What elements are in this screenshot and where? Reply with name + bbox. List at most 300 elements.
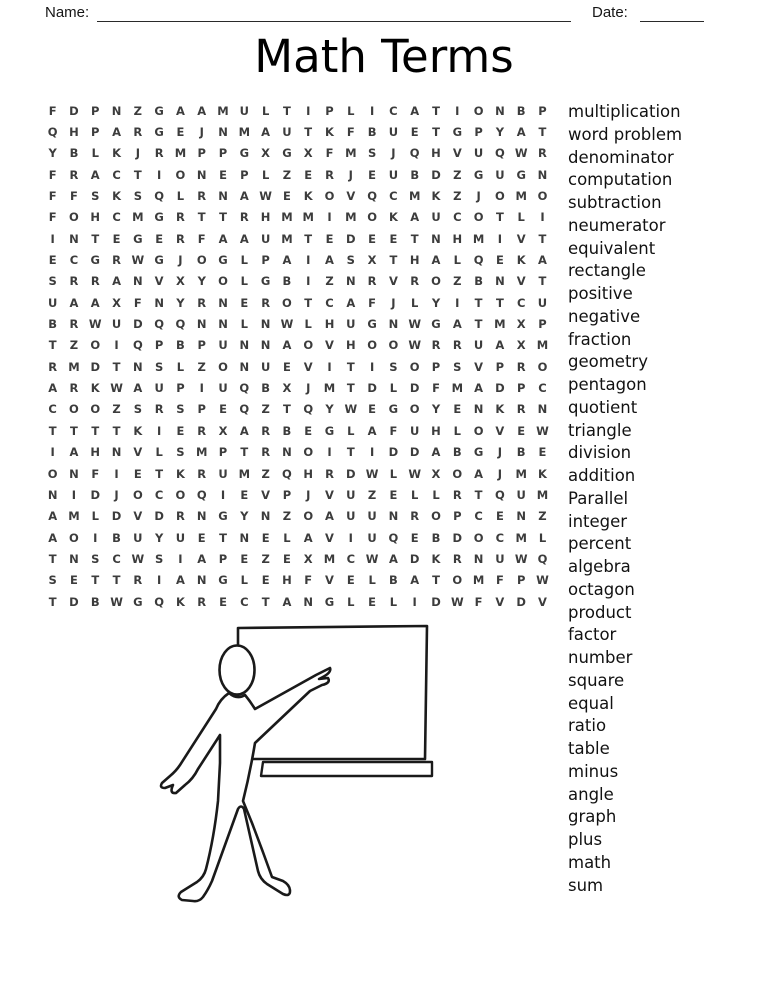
- grid-cell-r4-c16[interactable]: E: [368, 167, 377, 182]
- grid-cell-r18-c14[interactable]: R: [325, 466, 334, 481]
- grid-cell-r5-c14[interactable]: O: [324, 189, 335, 204]
- grid-cell-r8-c8[interactable]: O: [196, 253, 207, 268]
- grid-cell-r7-c24[interactable]: T: [538, 231, 547, 246]
- grid-cell-r15-c12[interactable]: T: [282, 402, 291, 417]
- grid-cell-r7-c2[interactable]: N: [69, 231, 79, 246]
- grid-cell-r5-c15[interactable]: V: [346, 189, 356, 204]
- grid-cell-r13-c21[interactable]: V: [474, 359, 484, 374]
- grid-cell-r24-c20[interactable]: W: [450, 594, 464, 609]
- grid-cell-r21-c23[interactable]: M: [515, 530, 527, 545]
- grid-cell-r12-c22[interactable]: A: [495, 338, 505, 353]
- grid-cell-r3-c21[interactable]: U: [473, 146, 484, 161]
- grid-cell-r6-c17[interactable]: K: [388, 210, 398, 225]
- grid-cell-r6-c23[interactable]: L: [517, 210, 525, 225]
- grid-cell-r18-c24[interactable]: K: [538, 466, 547, 481]
- grid-cell-r10-c1[interactable]: U: [47, 295, 58, 310]
- grid-cell-r8-c17[interactable]: T: [389, 253, 398, 268]
- grid-cell-r3-c15[interactable]: M: [345, 146, 357, 161]
- grid-cell-r24-c23[interactable]: D: [516, 594, 526, 609]
- grid-cell-r11-c17[interactable]: N: [388, 317, 399, 332]
- grid-cell-r8-c19[interactable]: A: [431, 253, 441, 268]
- grid-cell-r4-c13[interactable]: E: [304, 167, 313, 182]
- grid-cell-r20-c24[interactable]: Z: [538, 509, 547, 524]
- grid-cell-r24-c19[interactable]: D: [431, 594, 441, 609]
- grid-cell-r7-c8[interactable]: F: [197, 231, 206, 246]
- grid-cell-r6-c11[interactable]: H: [260, 210, 271, 225]
- grid-cell-r19-c16[interactable]: Z: [367, 487, 377, 502]
- grid-cell-r11-c14[interactable]: H: [324, 317, 335, 332]
- grid-cell-r22-c8[interactable]: A: [197, 551, 207, 566]
- grid-cell-r14-c9[interactable]: U: [218, 381, 228, 396]
- grid-cell-r5-c6[interactable]: Q: [154, 189, 165, 204]
- grid-cell-r23-c4[interactable]: T: [112, 573, 121, 588]
- grid-cell-r18-c22[interactable]: J: [497, 466, 503, 481]
- grid-cell-r18-c23[interactable]: M: [515, 466, 527, 481]
- grid-cell-r11-c2[interactable]: R: [69, 317, 79, 332]
- grid-cell-r6-c18[interactable]: A: [410, 210, 420, 225]
- grid-cell-r15-c24[interactable]: N: [537, 402, 548, 417]
- grid-cell-r18-c18[interactable]: W: [408, 466, 422, 481]
- grid-cell-r23-c16[interactable]: L: [368, 573, 376, 588]
- grid-cell-r1-c2[interactable]: D: [69, 103, 79, 118]
- grid-cell-r6-c3[interactable]: H: [90, 210, 101, 225]
- grid-cell-r24-c2[interactable]: D: [69, 594, 79, 609]
- grid-cell-r2-c16[interactable]: B: [367, 125, 377, 140]
- grid-cell-r19-c21[interactable]: T: [474, 487, 483, 502]
- grid-cell-r6-c13[interactable]: M: [302, 210, 314, 225]
- grid-cell-r3-c18[interactable]: Q: [409, 146, 420, 161]
- grid-cell-r3-c3[interactable]: L: [91, 146, 99, 161]
- grid-cell-r10-c8[interactable]: R: [197, 295, 207, 310]
- grid-cell-r6-c14[interactable]: I: [327, 210, 332, 225]
- grid-cell-r7-c6[interactable]: E: [155, 231, 164, 246]
- grid-cell-r7-c3[interactable]: T: [91, 231, 100, 246]
- grid-cell-r12-c6[interactable]: P: [154, 338, 164, 353]
- name-blank-line[interactable]: [97, 6, 571, 22]
- grid-cell-r17-c2[interactable]: A: [69, 445, 79, 460]
- grid-cell-r3-c4[interactable]: K: [112, 146, 121, 161]
- grid-cell-r22-c20[interactable]: R: [452, 551, 462, 566]
- grid-cell-r18-c1[interactable]: O: [47, 466, 58, 481]
- grid-cell-r24-c22[interactable]: V: [495, 594, 505, 609]
- grid-cell-r14-c11[interactable]: B: [261, 381, 270, 396]
- grid-cell-r18-c19[interactable]: X: [431, 466, 441, 481]
- grid-cell-r14-c7[interactable]: P: [176, 381, 185, 396]
- grid-cell-r13-c18[interactable]: O: [409, 359, 420, 374]
- word-search-grid[interactable]: [42, 100, 553, 612]
- grid-cell-r8-c9[interactable]: G: [218, 253, 228, 268]
- grid-cell-r14-c5[interactable]: A: [133, 381, 143, 396]
- grid-cell-r13-c10[interactable]: N: [239, 359, 250, 374]
- grid-cell-r21-c10[interactable]: N: [239, 530, 250, 545]
- grid-cell-r11-c24[interactable]: P: [538, 317, 547, 332]
- grid-cell-r8-c16[interactable]: X: [367, 253, 377, 268]
- grid-cell-r24-c15[interactable]: L: [347, 594, 355, 609]
- grid-cell-r7-c15[interactable]: D: [346, 231, 356, 246]
- grid-cell-r12-c19[interactable]: R: [431, 338, 441, 353]
- grid-cell-r2-c9[interactable]: N: [218, 125, 228, 140]
- grid-cell-r22-c12[interactable]: E: [282, 551, 291, 566]
- grid-cell-r1-c3[interactable]: P: [91, 103, 100, 118]
- grid-cell-r1-c7[interactable]: A: [175, 103, 185, 118]
- grid-cell-r9-c12[interactable]: B: [282, 274, 292, 289]
- grid-cell-r11-c23[interactable]: X: [516, 317, 526, 332]
- grid-cell-r6-c22[interactable]: T: [495, 210, 504, 225]
- grid-cell-r20-c7[interactable]: R: [176, 509, 185, 524]
- grid-cell-r16-c11[interactable]: R: [261, 423, 271, 438]
- grid-cell-r12-c5[interactable]: Q: [132, 338, 143, 353]
- grid-cell-r8-c7[interactable]: J: [178, 253, 183, 268]
- grid-cell-r23-c2[interactable]: E: [70, 573, 78, 588]
- grid-cell-r20-c6[interactable]: D: [154, 509, 164, 524]
- grid-cell-r11-c12[interactable]: W: [280, 317, 294, 332]
- grid-cell-r7-c18[interactable]: T: [410, 231, 419, 246]
- grid-cell-r4-c5[interactable]: T: [133, 167, 142, 182]
- grid-cell-r11-c7[interactable]: Q: [175, 317, 186, 332]
- grid-cell-r20-c22[interactable]: E: [495, 509, 504, 524]
- grid-cell-r4-c4[interactable]: C: [112, 167, 121, 182]
- grid-cell-r1-c15[interactable]: L: [347, 103, 355, 118]
- grid-cell-r1-c11[interactable]: L: [261, 103, 270, 118]
- grid-cell-r22-c13[interactable]: X: [303, 551, 313, 566]
- grid-cell-r19-c20[interactable]: R: [452, 487, 462, 502]
- grid-cell-r7-c23[interactable]: V: [516, 231, 526, 246]
- grid-cell-r18-c4[interactable]: I: [114, 466, 119, 481]
- grid-cell-r11-c18[interactable]: W: [408, 317, 422, 332]
- grid-cell-r24-c14[interactable]: G: [324, 594, 335, 609]
- grid-cell-r18-c11[interactable]: Z: [261, 466, 270, 481]
- grid-cell-r24-c9[interactable]: E: [219, 594, 227, 609]
- grid-cell-r6-c8[interactable]: T: [197, 210, 206, 225]
- grid-cell-r12-c20[interactable]: R: [452, 338, 462, 353]
- grid-cell-r19-c2[interactable]: I: [71, 487, 77, 502]
- grid-cell-r19-c4[interactable]: J: [114, 487, 119, 502]
- grid-cell-r7-c21[interactable]: M: [472, 231, 485, 246]
- grid-cell-r5-c13[interactable]: K: [303, 189, 313, 204]
- grid-cell-r4-c20[interactable]: Z: [453, 167, 462, 182]
- grid-cell-r9-c3[interactable]: R: [90, 274, 100, 289]
- grid-cell-r8-c12[interactable]: A: [282, 253, 292, 268]
- grid-cell-r17-c24[interactable]: E: [538, 445, 547, 460]
- grid-cell-r14-c18[interactable]: D: [409, 381, 420, 396]
- grid-cell-r18-c6[interactable]: T: [155, 466, 164, 481]
- grid-cell-r8-c3[interactable]: G: [90, 253, 100, 268]
- grid-cell-r23-c6[interactable]: I: [156, 573, 162, 588]
- grid-cell-r19-c18[interactable]: L: [411, 487, 419, 502]
- grid-cell-r14-c19[interactable]: F: [432, 381, 440, 396]
- grid-cell-r14-c4[interactable]: W: [110, 381, 123, 396]
- grid-cell-r2-c15[interactable]: F: [346, 125, 355, 140]
- grid-cell-r15-c15[interactable]: W: [344, 402, 358, 417]
- grid-cell-r22-c14[interactable]: M: [323, 551, 336, 566]
- grid-cell-r20-c14[interactable]: A: [325, 509, 334, 524]
- grid-cell-r6-c12[interactable]: M: [281, 210, 293, 225]
- grid-cell-r17-c23[interactable]: B: [516, 445, 526, 460]
- grid-cell-r16-c15[interactable]: L: [347, 423, 355, 438]
- grid-cell-r13-c2[interactable]: M: [68, 359, 80, 374]
- grid-cell-r19-c22[interactable]: Q: [494, 487, 505, 502]
- grid-cell-r3-c6[interactable]: R: [154, 146, 164, 161]
- grid-cell-r5-c23[interactable]: M: [515, 189, 527, 204]
- grid-cell-r19-c3[interactable]: D: [90, 487, 101, 502]
- grid-cell-r10-c19[interactable]: Y: [431, 295, 441, 310]
- grid-cell-r23-c13[interactable]: F: [304, 573, 313, 588]
- grid-cell-r11-c4[interactable]: U: [111, 317, 122, 332]
- grid-cell-r16-c17[interactable]: F: [389, 423, 398, 438]
- grid-cell-r16-c1[interactable]: T: [48, 423, 57, 438]
- grid-cell-r19-c12[interactable]: P: [282, 487, 292, 502]
- grid-cell-r11-c16[interactable]: G: [367, 317, 377, 332]
- grid-cell-r16-c5[interactable]: K: [133, 423, 143, 438]
- grid-cell-r20-c23[interactable]: N: [516, 509, 526, 524]
- grid-cell-r15-c20[interactable]: E: [453, 402, 462, 417]
- grid-cell-r19-c24[interactable]: M: [536, 487, 549, 502]
- grid-cell-r3-c10[interactable]: G: [239, 146, 250, 161]
- grid-cell-r19-c10[interactable]: E: [240, 487, 249, 502]
- grid-cell-r3-c20[interactable]: V: [452, 146, 462, 161]
- grid-cell-r22-c6[interactable]: S: [154, 551, 164, 566]
- grid-cell-r3-c5[interactable]: J: [135, 146, 140, 161]
- grid-cell-r7-c13[interactable]: T: [304, 231, 313, 246]
- grid-cell-r7-c14[interactable]: E: [325, 231, 334, 246]
- grid-cell-r13-c6[interactable]: S: [154, 359, 164, 374]
- grid-cell-r9-c8[interactable]: Y: [197, 274, 206, 289]
- grid-cell-r1-c8[interactable]: A: [197, 103, 207, 118]
- grid-cell-r23-c9[interactable]: G: [218, 573, 228, 588]
- grid-cell-r2-c13[interactable]: T: [304, 125, 313, 140]
- grid-cell-r11-c10[interactable]: L: [240, 317, 248, 332]
- grid-cell-r2-c10[interactable]: M: [238, 125, 251, 140]
- grid-cell-r4-c21[interactable]: G: [473, 167, 484, 182]
- grid-cell-r21-c16[interactable]: U: [367, 530, 377, 545]
- grid-cell-r3-c13[interactable]: X: [303, 146, 313, 161]
- grid-cell-r16-c20[interactable]: L: [453, 423, 461, 438]
- grid-cell-r20-c11[interactable]: N: [260, 509, 271, 524]
- grid-cell-r1-c4[interactable]: N: [111, 103, 122, 118]
- grid-cell-r20-c8[interactable]: N: [196, 509, 207, 524]
- grid-cell-r7-c22[interactable]: I: [497, 231, 503, 246]
- grid-cell-r23-c18[interactable]: A: [410, 573, 420, 588]
- grid-cell-r19-c5[interactable]: O: [132, 487, 143, 502]
- grid-cell-r13-c11[interactable]: U: [260, 359, 271, 374]
- grid-cell-r22-c21[interactable]: N: [473, 551, 484, 566]
- grid-cell-r4-c8[interactable]: N: [196, 167, 207, 182]
- grid-cell-r8-c13[interactable]: I: [306, 253, 311, 268]
- grid-cell-r2-c2[interactable]: H: [69, 125, 79, 140]
- grid-cell-r6-c6[interactable]: G: [154, 210, 164, 225]
- grid-cell-r18-c21[interactable]: A: [474, 466, 484, 481]
- grid-cell-r24-c21[interactable]: F: [474, 594, 483, 609]
- grid-cell-r20-c3[interactable]: L: [91, 509, 99, 524]
- grid-cell-r1-c18[interactable]: A: [410, 103, 420, 118]
- grid-cell-r23-c17[interactable]: B: [389, 573, 398, 588]
- grid-cell-r2-c5[interactable]: R: [133, 125, 143, 140]
- grid-cell-r2-c19[interactable]: T: [432, 125, 440, 140]
- grid-cell-r4-c14[interactable]: R: [325, 167, 334, 182]
- grid-cell-r13-c19[interactable]: P: [431, 359, 441, 374]
- grid-cell-r21-c20[interactable]: D: [452, 530, 463, 545]
- grid-cell-r7-c5[interactable]: G: [133, 231, 143, 246]
- grid-cell-r8-c5[interactable]: W: [131, 253, 145, 268]
- grid-cell-r21-c6[interactable]: Y: [154, 530, 164, 545]
- grid-cell-r16-c12[interactable]: B: [282, 423, 292, 438]
- grid-cell-r14-c6[interactable]: U: [154, 381, 164, 396]
- date-blank-line[interactable]: [640, 6, 704, 22]
- grid-cell-r3-c23[interactable]: W: [514, 146, 528, 161]
- grid-cell-r20-c18[interactable]: R: [410, 509, 420, 524]
- grid-cell-r6-c2[interactable]: O: [69, 210, 79, 225]
- grid-cell-r11-c15[interactable]: U: [346, 317, 356, 332]
- grid-cell-r17-c16[interactable]: I: [369, 445, 375, 460]
- grid-cell-r12-c3[interactable]: O: [90, 338, 101, 353]
- grid-cell-r4-c3[interactable]: A: [90, 167, 100, 182]
- grid-cell-r6-c7[interactable]: R: [176, 210, 185, 225]
- grid-cell-r19-c14[interactable]: V: [325, 487, 334, 502]
- grid-cell-r13-c1[interactable]: R: [48, 359, 58, 374]
- grid-cell-r10-c9[interactable]: N: [218, 295, 228, 310]
- grid-cell-r23-c10[interactable]: L: [240, 573, 248, 588]
- grid-cell-r4-c11[interactable]: L: [261, 167, 270, 182]
- grid-cell-r15-c10[interactable]: Q: [239, 402, 250, 417]
- grid-cell-r18-c5[interactable]: E: [133, 466, 142, 481]
- grid-cell-r4-c17[interactable]: U: [388, 167, 399, 182]
- grid-cell-r23-c19[interactable]: T: [432, 573, 440, 588]
- grid-cell-r1-c12[interactable]: T: [282, 103, 291, 118]
- grid-cell-r13-c17[interactable]: S: [389, 359, 398, 374]
- grid-cell-r20-c10[interactable]: Y: [240, 509, 249, 524]
- grid-cell-r12-c24[interactable]: M: [536, 338, 549, 353]
- grid-cell-r23-c8[interactable]: N: [196, 573, 207, 588]
- grid-cell-r4-c10[interactable]: P: [240, 167, 249, 182]
- grid-cell-r6-c9[interactable]: T: [219, 210, 227, 225]
- grid-cell-r10-c17[interactable]: J: [391, 295, 396, 310]
- grid-cell-r20-c21[interactable]: C: [474, 509, 483, 524]
- grid-cell-r20-c2[interactable]: M: [68, 509, 80, 524]
- grid-cell-r1-c1[interactable]: F: [48, 103, 57, 118]
- grid-cell-r13-c22[interactable]: P: [495, 359, 505, 374]
- grid-cell-r9-c5[interactable]: N: [133, 274, 143, 289]
- grid-cell-r8-c1[interactable]: E: [48, 253, 57, 268]
- grid-cell-r6-c16[interactable]: O: [367, 210, 377, 225]
- grid-cell-r12-c1[interactable]: T: [48, 338, 57, 353]
- grid-cell-r23-c12[interactable]: H: [282, 573, 292, 588]
- grid-cell-r1-c5[interactable]: Z: [133, 103, 142, 118]
- grid-cell-r10-c11[interactable]: R: [261, 295, 271, 310]
- grid-cell-r10-c24[interactable]: U: [537, 295, 548, 310]
- grid-cell-r19-c17[interactable]: E: [389, 487, 398, 502]
- grid-cell-r16-c6[interactable]: I: [156, 423, 162, 438]
- grid-cell-r12-c21[interactable]: U: [473, 338, 484, 353]
- grid-cell-r21-c8[interactable]: E: [197, 530, 206, 545]
- grid-cell-r22-c10[interactable]: E: [240, 551, 249, 566]
- grid-cell-r10-c21[interactable]: T: [474, 295, 483, 310]
- grid-cell-r20-c5[interactable]: V: [133, 509, 143, 524]
- grid-cell-r24-c4[interactable]: W: [110, 594, 123, 609]
- grid-cell-r22-c7[interactable]: I: [178, 551, 183, 566]
- grid-cell-r13-c24[interactable]: O: [537, 359, 548, 374]
- grid-cell-r13-c13[interactable]: V: [303, 359, 313, 374]
- grid-cell-r1-c6[interactable]: G: [154, 103, 164, 118]
- grid-cell-r3-c24[interactable]: R: [538, 146, 547, 161]
- grid-cell-r13-c23[interactable]: R: [516, 359, 526, 374]
- grid-cell-r20-c4[interactable]: D: [111, 509, 122, 524]
- grid-cell-r7-c1[interactable]: I: [50, 231, 55, 246]
- grid-cell-r10-c13[interactable]: T: [304, 295, 313, 310]
- grid-cell-r23-c7[interactable]: A: [175, 573, 185, 588]
- grid-cell-r10-c7[interactable]: Y: [176, 295, 185, 310]
- grid-cell-r22-c19[interactable]: K: [431, 551, 441, 566]
- grid-cell-r9-c18[interactable]: R: [410, 274, 420, 289]
- grid-cell-r9-c20[interactable]: Z: [453, 274, 462, 289]
- grid-cell-r2-c24[interactable]: T: [538, 125, 547, 140]
- grid-cell-r16-c18[interactable]: U: [410, 423, 420, 438]
- grid-cell-r17-c19[interactable]: A: [431, 445, 441, 460]
- grid-cell-r15-c3[interactable]: O: [90, 402, 101, 417]
- grid-cell-r21-c1[interactable]: A: [48, 530, 58, 545]
- grid-cell-r8-c2[interactable]: C: [69, 253, 79, 268]
- grid-cell-r14-c24[interactable]: C: [538, 381, 547, 396]
- grid-cell-r21-c12[interactable]: L: [283, 530, 291, 545]
- grid-cell-r5-c19[interactable]: K: [431, 189, 441, 204]
- grid-cell-r14-c1[interactable]: A: [48, 381, 58, 396]
- grid-cell-r17-c14[interactable]: I: [327, 445, 332, 460]
- grid-cell-r3-c14[interactable]: F: [325, 146, 334, 161]
- grid-cell-r3-c8[interactable]: P: [197, 146, 206, 161]
- grid-cell-r7-c10[interactable]: A: [239, 231, 249, 246]
- grid-cell-r1-c21[interactable]: O: [473, 103, 484, 118]
- grid-cell-r7-c4[interactable]: E: [112, 231, 121, 246]
- grid-cell-r4-c9[interactable]: E: [219, 167, 227, 182]
- grid-cell-r19-c23[interactable]: U: [516, 487, 526, 502]
- grid-cell-r11-c9[interactable]: N: [218, 317, 228, 332]
- grid-cell-r21-c21[interactable]: O: [473, 530, 484, 545]
- grid-cell-r17-c5[interactable]: V: [133, 445, 143, 460]
- grid-cell-r3-c22[interactable]: Q: [494, 146, 505, 161]
- grid-cell-r5-c21[interactable]: J: [476, 189, 481, 204]
- grid-cell-r10-c10[interactable]: E: [240, 295, 249, 310]
- grid-cell-r5-c9[interactable]: N: [218, 189, 228, 204]
- grid-cell-r12-c23[interactable]: X: [516, 338, 526, 353]
- grid-cell-r1-c14[interactable]: P: [325, 103, 334, 118]
- grid-cell-r8-c22[interactable]: E: [495, 253, 504, 268]
- grid-cell-r16-c22[interactable]: V: [495, 423, 505, 438]
- grid-cell-r18-c20[interactable]: O: [452, 466, 463, 481]
- grid-cell-r21-c5[interactable]: U: [133, 530, 143, 545]
- grid-cell-r8-c14[interactable]: A: [325, 253, 334, 268]
- grid-cell-r21-c13[interactable]: A: [303, 530, 313, 545]
- grid-cell-r4-c24[interactable]: N: [537, 167, 548, 182]
- grid-cell-r16-c2[interactable]: T: [70, 423, 78, 438]
- grid-cell-r7-c16[interactable]: E: [368, 231, 377, 246]
- grid-cell-r18-c7[interactable]: K: [175, 466, 185, 481]
- grid-cell-r5-c20[interactable]: Z: [453, 189, 462, 204]
- grid-cell-r24-c6[interactable]: Q: [154, 594, 165, 609]
- grid-cell-r22-c24[interactable]: Q: [537, 551, 548, 566]
- grid-cell-r10-c16[interactable]: F: [368, 295, 377, 310]
- grid-cell-r6-c21[interactable]: O: [473, 210, 484, 225]
- grid-cell-r10-c2[interactable]: A: [69, 295, 79, 310]
- grid-cell-r9-c13[interactable]: I: [306, 274, 311, 289]
- grid-cell-r22-c9[interactable]: P: [218, 551, 228, 566]
- grid-cell-r17-c18[interactable]: D: [409, 445, 420, 460]
- grid-cell-r11-c1[interactable]: B: [48, 317, 58, 332]
- grid-cell-r22-c2[interactable]: N: [69, 551, 79, 566]
- grid-cell-r17-c22[interactable]: J: [497, 445, 503, 460]
- grid-cell-r23-c23[interactable]: P: [516, 573, 526, 588]
- grid-cell-r1-c16[interactable]: I: [369, 103, 375, 118]
- grid-cell-r21-c22[interactable]: C: [495, 530, 505, 545]
- grid-cell-r14-c17[interactable]: L: [389, 381, 398, 396]
